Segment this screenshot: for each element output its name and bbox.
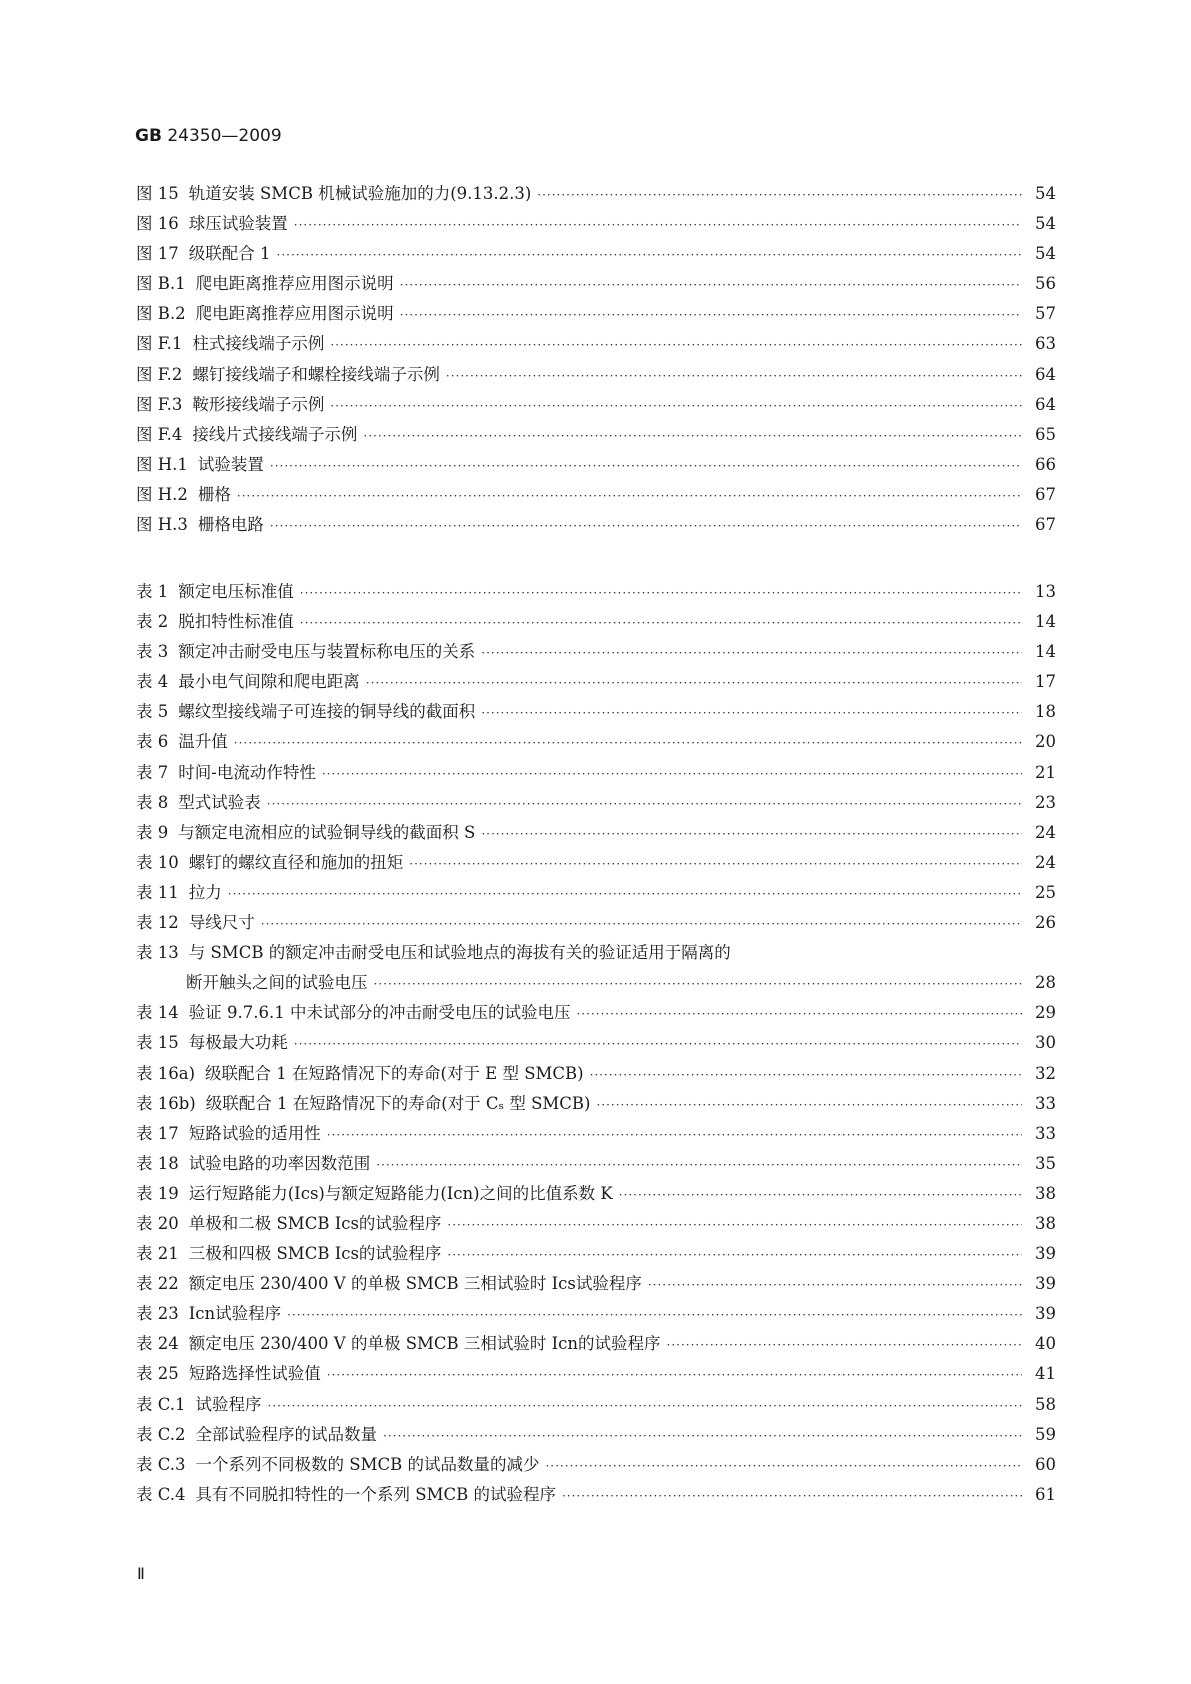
entry-page: 67 bbox=[1035, 484, 1056, 504]
leader-dots bbox=[268, 1395, 1022, 1414]
entry-page: 60 bbox=[1035, 1454, 1056, 1474]
leader-dots bbox=[330, 334, 1022, 353]
toc-entry[interactable] bbox=[136, 608, 1056, 638]
entry-title: 螺纹型接线端子可连接的铜导线的截面积 bbox=[178, 702, 476, 722]
entry-label: 表 13 bbox=[136, 943, 179, 963]
entry-title: 具有不同脱扣特性的一个系列 SMCB 的试验程序 bbox=[195, 1484, 556, 1504]
entry-title: 接线片式接线端子示例 bbox=[192, 424, 358, 444]
toc-entry[interactable] bbox=[136, 909, 1056, 939]
entry-label: 表 22 bbox=[136, 1274, 179, 1294]
entry-page: 24 bbox=[1035, 852, 1056, 872]
leader-dots bbox=[400, 304, 1022, 323]
toc-entry[interactable] bbox=[136, 1270, 1056, 1300]
leader-dots bbox=[481, 702, 1022, 721]
entry-label: 表 9 bbox=[136, 822, 169, 842]
leader-dots bbox=[228, 883, 1022, 902]
toc-entry[interactable] bbox=[136, 668, 1056, 698]
entry-title: 时间-电流动作特性 bbox=[178, 762, 316, 782]
entry-label: 表 25 bbox=[136, 1364, 179, 1384]
entry-label: 表 15 bbox=[136, 1033, 179, 1053]
leader-dots bbox=[237, 485, 1022, 504]
entry-label: 图 H.3 bbox=[136, 515, 188, 535]
entry-label: 图 F.1 bbox=[136, 334, 183, 354]
leader-dots bbox=[446, 365, 1022, 384]
entry-page: 21 bbox=[1035, 762, 1056, 782]
entry-page: 14 bbox=[1035, 642, 1056, 662]
leader-dots bbox=[409, 853, 1022, 872]
toc-entry[interactable] bbox=[136, 698, 1056, 728]
toc-entry[interactable] bbox=[136, 728, 1056, 758]
leader-dots bbox=[327, 1364, 1022, 1383]
entry-title: 额定电压标准值 bbox=[178, 582, 294, 601]
leader-dots bbox=[537, 184, 1022, 203]
entry-title: 额定冲击耐受电压与装置标称电压的关系 bbox=[178, 642, 476, 662]
entry-page: 20 bbox=[1035, 732, 1056, 752]
toc-entry[interactable] bbox=[136, 939, 1056, 969]
entry-page: 57 bbox=[1035, 304, 1056, 324]
toc-entry[interactable] bbox=[136, 1421, 1056, 1451]
entry-title: 轨道安装 SMCB 机械试验施加的力(9.13.2.3) bbox=[188, 184, 532, 203]
entry-label: 表 24 bbox=[136, 1334, 179, 1354]
entry-title: 验证 9.7.6.1 中未试部分的冲击耐受电压的试验电压 bbox=[188, 1003, 571, 1023]
leader-dots bbox=[400, 274, 1022, 293]
toc-entry[interactable] bbox=[136, 1240, 1056, 1270]
entry-page: 54 bbox=[1035, 244, 1056, 264]
entry-label: 表 C.3 bbox=[136, 1454, 186, 1474]
entry-page: 33 bbox=[1035, 1093, 1056, 1113]
leader-dots bbox=[300, 582, 1022, 601]
entry-label: 表 21 bbox=[136, 1244, 179, 1264]
toc-entry[interactable] bbox=[136, 180, 1056, 210]
standard-prefix: GB bbox=[135, 126, 162, 146]
toc-entry[interactable] bbox=[136, 451, 1056, 481]
entry-label: 表 23 bbox=[136, 1304, 179, 1324]
entry-page: 33 bbox=[1035, 1123, 1056, 1143]
entry-page: 23 bbox=[1035, 792, 1056, 812]
entry-title: 与额定电流相应的试验铜导线的截面积 S bbox=[178, 822, 476, 842]
toc-entry[interactable] bbox=[136, 1481, 1056, 1511]
leader-dots bbox=[481, 823, 1022, 842]
entry-label: 表 C.4 bbox=[136, 1484, 186, 1504]
entry-title: 导线尺寸 bbox=[188, 913, 255, 933]
entry-page: 25 bbox=[1035, 882, 1056, 902]
leader-dots bbox=[366, 672, 1022, 691]
entry-page: 41 bbox=[1035, 1364, 1056, 1384]
entry-title: 鞍形接线端子示例 bbox=[192, 394, 325, 414]
toc-entry[interactable] bbox=[136, 1090, 1056, 1120]
document-code bbox=[135, 126, 282, 146]
entry-title: 拉力 bbox=[188, 882, 222, 902]
toc-entry[interactable] bbox=[136, 879, 1056, 909]
entry-page: 61 bbox=[1035, 1484, 1056, 1504]
entry-label: 表 4 bbox=[136, 672, 169, 692]
entry-page: 65 bbox=[1035, 424, 1056, 444]
toc-entry[interactable] bbox=[136, 391, 1056, 421]
entry-label: 图 F.4 bbox=[136, 424, 183, 444]
entry-label: 图 16 bbox=[136, 214, 179, 234]
entry-page: 35 bbox=[1035, 1153, 1056, 1173]
entry-title: 脱扣特性标准值 bbox=[178, 612, 294, 632]
toc-entry[interactable] bbox=[136, 1029, 1056, 1059]
leader-dots bbox=[294, 1033, 1022, 1052]
toc-entry[interactable] bbox=[136, 1150, 1056, 1180]
entry-page: 30 bbox=[1035, 1033, 1056, 1053]
leader-dots bbox=[447, 1214, 1022, 1233]
standard-number: 24350—2009 bbox=[167, 126, 282, 146]
toc-entry[interactable] bbox=[136, 421, 1056, 451]
entry-page: 64 bbox=[1035, 364, 1056, 384]
leader-dots bbox=[376, 1154, 1022, 1173]
entry-page: 32 bbox=[1035, 1063, 1056, 1083]
entry-title: 断开触头之间的试验电压 bbox=[186, 973, 368, 993]
leader-dots bbox=[261, 913, 1022, 932]
entry-title: 温升值 bbox=[178, 732, 228, 752]
entry-label: 图 B.2 bbox=[136, 304, 186, 324]
entry-label: 图 H.1 bbox=[136, 454, 188, 474]
toc-entry[interactable] bbox=[136, 1300, 1056, 1330]
toc-entry[interactable] bbox=[136, 361, 1056, 391]
leader-dots bbox=[383, 1425, 1022, 1444]
leader-dots bbox=[545, 1455, 1022, 1474]
toc-entry[interactable] bbox=[136, 1060, 1056, 1090]
entry-title: 三极和四极 SMCB Ics的试验程序 bbox=[188, 1244, 442, 1264]
entry-page: 39 bbox=[1035, 1244, 1056, 1264]
figure-list bbox=[136, 180, 1056, 541]
entry-title: 柱式接线端子示例 bbox=[192, 334, 325, 354]
entry-page: 59 bbox=[1035, 1424, 1056, 1444]
entry-label: 表 1 bbox=[136, 582, 169, 601]
leader-dots bbox=[270, 455, 1022, 474]
entry-label: 表 5 bbox=[136, 702, 169, 722]
entry-title: 额定电压 230/400 V 的单极 SMCB 三相试验时 Ics试验程序 bbox=[188, 1274, 642, 1294]
entry-label: 表 8 bbox=[136, 792, 169, 812]
entry-label: 表 3 bbox=[136, 642, 169, 662]
toc-entry[interactable] bbox=[136, 789, 1056, 819]
entry-page: 39 bbox=[1035, 1274, 1056, 1294]
entry-label: 图 15 bbox=[136, 184, 179, 203]
entry-title: 级联配合 1 在短路情况下的寿命(对于 Cₛ 型 SMCB) bbox=[205, 1093, 591, 1113]
entry-page: 28 bbox=[1035, 973, 1056, 993]
toc-entry[interactable] bbox=[136, 240, 1056, 270]
entry-label: 图 F.3 bbox=[136, 394, 183, 414]
entry-page: 29 bbox=[1035, 1003, 1056, 1023]
entry-label: 表 17 bbox=[136, 1123, 179, 1143]
page-number: Ⅱ bbox=[137, 1564, 145, 1583]
leader-dots bbox=[447, 1244, 1022, 1263]
entry-label: 表 18 bbox=[136, 1153, 179, 1173]
entry-title: 型式试验表 bbox=[178, 792, 261, 812]
toc-entry-continuation[interactable] bbox=[136, 969, 1056, 999]
toc-entry[interactable] bbox=[136, 999, 1056, 1029]
leader-dots bbox=[267, 793, 1022, 812]
entry-label: 表 14 bbox=[136, 1003, 179, 1023]
entry-page: 56 bbox=[1035, 274, 1056, 294]
leader-dots bbox=[562, 1485, 1022, 1504]
toc-entry[interactable] bbox=[136, 819, 1056, 849]
entry-label: 表 16b) bbox=[136, 1093, 196, 1113]
table-list bbox=[136, 578, 1056, 1511]
entry-page: 18 bbox=[1035, 702, 1056, 722]
toc-entry[interactable] bbox=[136, 481, 1056, 511]
entry-page: 58 bbox=[1035, 1394, 1056, 1414]
entry-title: 短路选择性试验值 bbox=[188, 1364, 321, 1384]
leader-dots bbox=[300, 612, 1022, 631]
entry-page: 40 bbox=[1035, 1334, 1056, 1354]
entry-title: 全部试验程序的试品数量 bbox=[195, 1424, 378, 1444]
entry-label: 表 C.2 bbox=[136, 1424, 186, 1444]
leader-dots bbox=[327, 1124, 1022, 1143]
entry-label: 表 11 bbox=[136, 882, 179, 902]
entry-title: Icn试验程序 bbox=[188, 1304, 282, 1324]
leader-dots bbox=[374, 973, 1023, 992]
entry-label: 图 H.2 bbox=[136, 484, 188, 504]
toc-entry[interactable] bbox=[136, 578, 1056, 608]
toc-entry[interactable] bbox=[136, 638, 1056, 668]
toc-entry[interactable] bbox=[136, 1391, 1056, 1421]
leader-dots bbox=[648, 1274, 1022, 1293]
entry-label: 表 C.1 bbox=[136, 1394, 186, 1414]
entry-title: 爬电距离推荐应用图示说明 bbox=[195, 304, 394, 324]
entry-label: 表 10 bbox=[136, 852, 179, 872]
entry-title: 级联配合 1 在短路情况下的寿命(对于 E 型 SMCB) bbox=[205, 1063, 584, 1083]
toc-entry[interactable] bbox=[136, 849, 1056, 879]
entry-label: 表 6 bbox=[136, 732, 169, 752]
toc-entry[interactable] bbox=[136, 300, 1056, 330]
entry-title: 一个系列不同极数的 SMCB 的试品数量的减少 bbox=[195, 1454, 540, 1474]
entry-page: 38 bbox=[1035, 1213, 1056, 1233]
entry-page: 26 bbox=[1035, 913, 1056, 933]
entry-label: 表 2 bbox=[136, 612, 169, 632]
toc-entry[interactable] bbox=[136, 511, 1056, 541]
entry-page: 54 bbox=[1035, 184, 1056, 203]
entry-title: 栅格 bbox=[197, 484, 231, 504]
leader-dots bbox=[619, 1184, 1022, 1203]
entry-page: 14 bbox=[1035, 612, 1056, 632]
toc-entry[interactable] bbox=[136, 1210, 1056, 1240]
toc-entry[interactable] bbox=[136, 270, 1056, 300]
entry-title: 爬电距离推荐应用图示说明 bbox=[195, 274, 394, 294]
entry-page: 24 bbox=[1035, 822, 1056, 842]
entry-page: 39 bbox=[1035, 1304, 1056, 1324]
leader-dots bbox=[363, 425, 1022, 444]
toc-entry[interactable] bbox=[136, 1451, 1056, 1481]
entry-page: 63 bbox=[1035, 334, 1056, 354]
entry-title: 栅格电路 bbox=[197, 515, 264, 535]
entry-label: 表 19 bbox=[136, 1183, 179, 1203]
toc-entry[interactable] bbox=[136, 759, 1056, 789]
leader-dots bbox=[277, 244, 1023, 263]
entry-title: 球压试验装置 bbox=[188, 214, 288, 234]
entry-title: 级联配合 1 bbox=[188, 244, 271, 264]
entry-label: 图 B.1 bbox=[136, 274, 186, 294]
leader-dots bbox=[287, 1304, 1022, 1323]
entry-title: 试验程序 bbox=[195, 1394, 262, 1414]
entry-title: 螺钉的螺纹直径和施加的扭矩 bbox=[188, 852, 404, 872]
entry-title: 最小电气间隙和爬电距离 bbox=[178, 672, 360, 692]
entry-title: 单极和二极 SMCB Ics的试验程序 bbox=[188, 1213, 442, 1233]
leader-dots bbox=[481, 642, 1022, 661]
entry-title: 试验装置 bbox=[197, 454, 264, 474]
entry-title: 额定电压 230/400 V 的单极 SMCB 三相试验时 Icn的试验程序 bbox=[188, 1334, 661, 1354]
entry-title: 与 SMCB 的额定冲击耐受电压和试验地点的海拔有关的验证适用于隔离的 bbox=[188, 943, 731, 963]
toc-entry[interactable] bbox=[136, 1360, 1056, 1390]
toc-entry[interactable] bbox=[136, 1180, 1056, 1210]
leader-dots bbox=[270, 515, 1022, 534]
leader-dots bbox=[330, 395, 1022, 414]
entry-page: 64 bbox=[1035, 394, 1056, 414]
leader-dots bbox=[590, 1064, 1022, 1083]
entry-title: 短路试验的适用性 bbox=[188, 1123, 321, 1143]
entry-page: 67 bbox=[1035, 515, 1056, 535]
entry-title: 试验电路的功率因数范围 bbox=[188, 1153, 371, 1173]
leader-dots bbox=[576, 1003, 1022, 1022]
leader-dots bbox=[294, 214, 1022, 233]
entry-page: 54 bbox=[1035, 214, 1056, 234]
entry-page: 38 bbox=[1035, 1183, 1056, 1203]
entry-page: 13 bbox=[1035, 582, 1056, 601]
leader-dots bbox=[596, 1094, 1022, 1113]
entry-label: 图 F.2 bbox=[136, 364, 183, 384]
entry-page: 66 bbox=[1035, 454, 1056, 474]
entry-label: 表 16a) bbox=[136, 1063, 196, 1083]
entry-page: 17 bbox=[1035, 672, 1056, 692]
toc-entry[interactable] bbox=[136, 1120, 1056, 1150]
entry-title: 每极最大功耗 bbox=[188, 1033, 288, 1053]
toc-entry[interactable] bbox=[136, 210, 1056, 240]
leader-dots bbox=[234, 732, 1022, 751]
entry-title: 螺钉接线端子和螺栓接线端子示例 bbox=[192, 364, 440, 384]
entry-label: 表 20 bbox=[136, 1213, 179, 1233]
entry-label: 表 12 bbox=[136, 913, 179, 933]
toc-entry[interactable] bbox=[136, 1330, 1056, 1360]
leader-dots bbox=[667, 1334, 1022, 1353]
entry-label: 表 7 bbox=[136, 762, 169, 782]
entry-title: 运行短路能力(Ics)与额定短路能力(Icn)之间的比值系数 K bbox=[188, 1183, 613, 1203]
toc-entry[interactable] bbox=[136, 330, 1056, 360]
entry-label: 图 17 bbox=[136, 244, 179, 264]
leader-dots bbox=[322, 763, 1022, 782]
